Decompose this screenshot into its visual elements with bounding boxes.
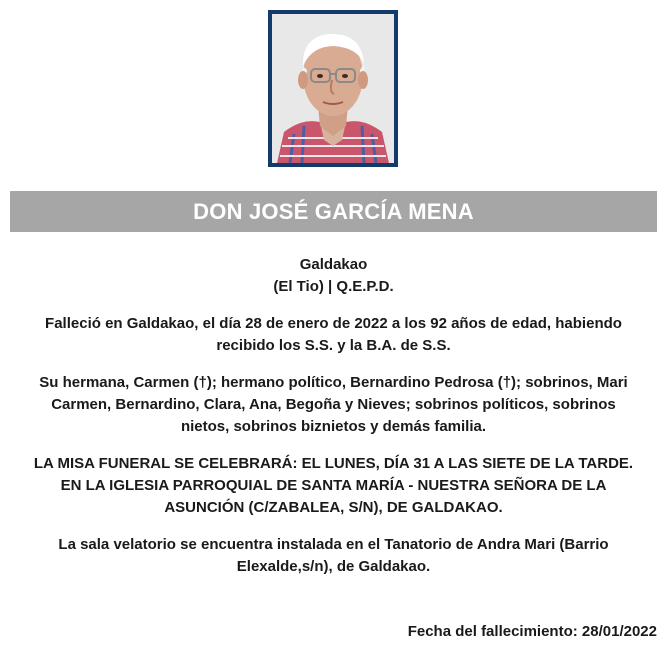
obituary-body <box>10 254 657 593</box>
wake-line: Elexalde,s/n), de Galdakao. <box>236 558 431 575</box>
family-line: Su hermana, Carmen (†); hermano político, Bernardino Pedrosa (†); sobrinos, Mari <box>39 374 628 391</box>
funeral-line: EN LA IGLESIA PARROQUIAL DE SANTA MARÍA - NUESTRA SEÑORA DE LA <box>60 477 607 494</box>
wake-paragraph <box>10 534 657 578</box>
death-date: Fecha del fallecimiento: 28/01/2022 <box>407 623 657 640</box>
town-and-nickname <box>10 254 657 298</box>
death-notice-line: Falleció en Galdakao, el día 28 de enero de 2022 a los 92 años de edad, habiendo <box>45 315 622 332</box>
family-line: Carmen, Bernardino, Clara, Ana, Begoña y Nieves; sobrinos políticos, sobrinos <box>51 396 616 413</box>
funeral-line: LA MISA FUNERAL SE CELEBRARÁ: EL LUNES, DÍA 31 A LAS SIETE DE LA TARDE. <box>33 455 634 472</box>
death-notice-line: recibido los S.S. y la B.A. de S.S. <box>216 337 451 354</box>
town-name: Galdakao <box>299 256 368 273</box>
family-paragraph <box>10 372 657 438</box>
portrait-image <box>272 14 394 163</box>
funeral-line: ASUNCIÓN (C/ZABALEA, S/N), DE GALDAKAO. <box>164 499 503 516</box>
death-notice-paragraph <box>10 313 657 357</box>
nickname-rip: (El Tio) | Q.E.P.D. <box>273 278 394 295</box>
deceased-name-banner <box>10 191 657 232</box>
wake-line: La sala velatorio se encuentra instalada en el Tanatorio de Andra Mari (Barrio <box>58 536 609 553</box>
funeral-paragraph <box>10 453 657 519</box>
deceased-name: DON JOSÉ GARCÍA MENA <box>193 198 474 224</box>
family-line: nietos, sobrinos biznietos y demás familia. <box>180 418 487 435</box>
portrait-photo <box>268 10 398 167</box>
